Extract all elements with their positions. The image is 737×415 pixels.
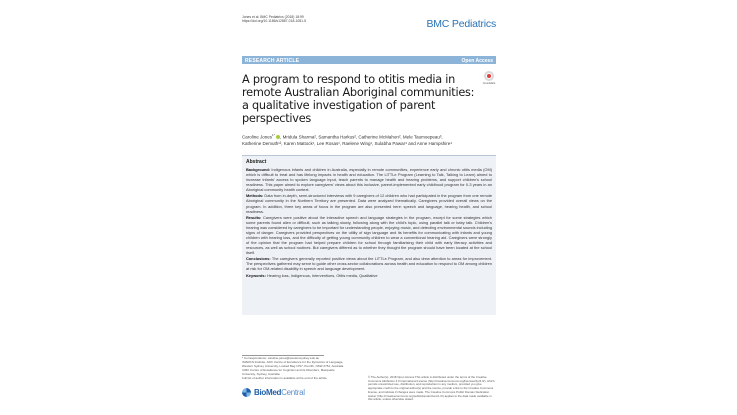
- license-text: © The Author(s). 2018 Open Access This article is distributed under the terms of the Creative Commons Attribution 4.0 International License (http://creativecommons.org/licenses/by/4.0/), which permits unrestricted use, distribution, and reproduction in any medium, provided you give appropriate credit to the original author(s) and the source, provide a link to the Creative Commons license, and indicate if changes were made. The Creative Commons Public Domain Dedication waiver (http://creativecommons.org/publicdomain/zero/1.0/) applies to the data made available in this article, unless otherwise stated.: [368, 375, 495, 402]
- results-text: Caregivers were positive about the interactive speech and language strategies in the program, except for some strategies which some parents found alien or difficult, such as talking slowly, following along with the child's topic, using parallel talk or baby talk. Children's hearing was considered by caregivers to be important for understanding people, enjoying music, and detecting environmental sounds including signs of danger. Caregivers provided perspectives on the utility of sign language and its benefits for communicating with infants and young children with hearing loss, and the difficulty of getting young community children to wear a conventional hearing aid. Caregivers were strongly of the opinion that the program had helped prepare children for school through familiarising their child with early literacy activities and resources, as well as school routines. But caregivers differed as to whether they thought the program should have been located at the school itself.: [246, 214, 492, 256]
- corresponding-author[interactable]: Caroline Jones: [242, 134, 273, 140]
- article-title: A program to respond to otitis media in remote Australian Aboriginal communities: a qualitative investigation of parent perspectives: [242, 73, 475, 125]
- crossmark-dot: [487, 74, 491, 78]
- conclusions-label: Conclusions:: [246, 256, 271, 262]
- paper-page: [236, 10, 502, 410]
- abstract-box: [242, 155, 496, 315]
- abstract-conclusions: [246, 256, 492, 271]
- author-list: Caroline Jones$^{1*}$ , Mridula Sharma², Samantha Harkus², Catherine McMahon², Mele Taumoepeau³, Katherine Demuth¹², Karen Mattock¹, Lee Rosas¹, Raelene Wing¹, Sulabha Pawar⁴ and Anne Hampshire⁴: [242, 133, 453, 147]
- author-line-1: , Mridula Sharma², Samantha Harkus², Catherine McMahon², Mele Taumoepeau³,: [280, 134, 443, 140]
- publisher-logo: [242, 388, 305, 397]
- methods-label: Methods:: [246, 193, 264, 199]
- abstract-body: [246, 167, 492, 279]
- abstract-results: [246, 215, 492, 255]
- citation-line: Jones et al. BMC Pediatrics (2018) 18:99 https://doi.org/10.1186/s12887-018-1081-5: [242, 15, 307, 24]
- abstract-keywords: [246, 273, 492, 278]
- methods-text: Data from in-depth, semi-structured interviews with 9 caregivers of 12 children who had participated in the program from one remote Aboriginal community in the Northern Territory are presented. Data were analyzed thematically. Caregivers provided overall views on the program. In addition, three key areas of focus in the program are also presented here: speech and language, hearing health, and school readiness.: [246, 193, 492, 214]
- footnotes: * Correspondence: caroline.jones@westernsydney.edu.au ¹MARCS Institute, ARC Centre of Excellence for the Dynamics of Language, Western Sydney University, Locked Bag 1797, Penrith, NSW 2751, Australia ²ARC Centre of Excellence for Cognition and its Disorders, Macquarie University, Sydney, Australia Full list of author information is available at the end of the article: [242, 356, 344, 380]
- author-line-2: Katherine Demuth¹², Karen Mattock¹, Lee Rosas¹, Raelene Wing¹, Sulabha Pawar⁴ and Anne Hampshire⁴: [242, 141, 453, 147]
- publisher-name: [254, 388, 305, 397]
- biomed-central-icon: [242, 388, 251, 397]
- abstract-heading: Abstract: [246, 159, 267, 165]
- article-type-banner: [242, 56, 496, 64]
- publisher-bold: BioMed: [254, 388, 282, 397]
- crossmark-icon[interactable]: [481, 71, 497, 86]
- crossmark-label: CrossMark: [482, 82, 496, 85]
- keywords-text: Hearing loss, Indigenous, Interventions, Otitis media, Qualitative: [266, 272, 378, 278]
- background-text: Indigenous infants and children in Australia, especially in remote communities, experience early and chronic otitis media (OM) which is difficult to treat and has lifelong impacts in health and education. The LiTTLe Program (Learning to Talk, Talking to Learn) aimed to increase infants' access to spoken language input, teach parents to manage health and hearing problems, and support children's school readiness. This paper aimed to explore caregivers' views about this inclusive, parent-implemented early childhood program for 0-3 years in an Aboriginal community health context.: [246, 167, 492, 193]
- open-access-label: Open Access: [461, 57, 493, 64]
- abstract-methods: [246, 193, 492, 213]
- conclusions-text: The caregivers generally reported positive views about the LiTTLe Program, and also drew attention to areas for improvement. The perspectives gathered may serve to guide other cross-sector collaborations across health and education to respond to OM among children at risk for OM-related disability in speech and language development.: [246, 256, 492, 272]
- journal-name: BMC Pediatrics: [426, 18, 496, 30]
- article-type-label: RESEARCH ARTICLE: [245, 57, 300, 64]
- abstract-background: [246, 167, 492, 192]
- keywords-label: Keywords:: [246, 272, 266, 278]
- results-label: Results:: [246, 214, 262, 220]
- background-label: Background:: [246, 167, 270, 172]
- publisher-thin: Central: [281, 388, 305, 397]
